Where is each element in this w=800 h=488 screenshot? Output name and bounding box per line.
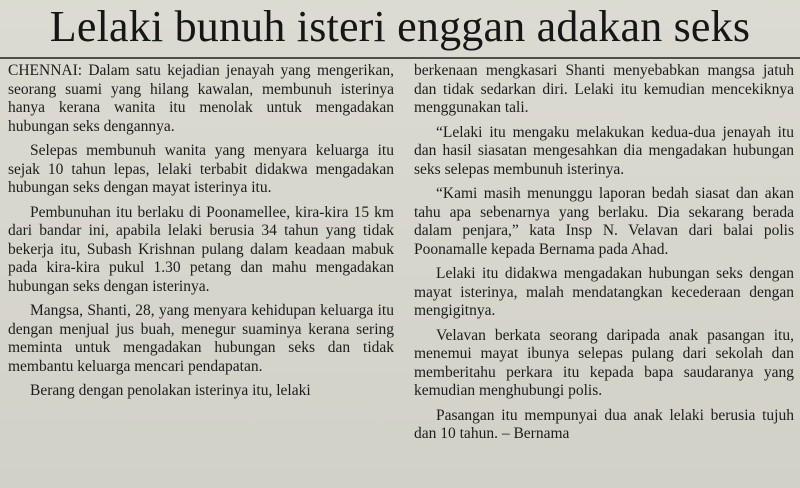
article-column-left: [8, 62, 394, 407]
article-column-right: [414, 62, 794, 450]
paragraph: “Lelaki itu mengaku melakukan kedua-dua jenayah itu dan hasil siasatan mengesahkan dia mengadakan hubungan seks selepas membunuh isterinya.: [414, 123, 794, 178]
headline-rule: [0, 57, 800, 59]
paragraph: Velavan berkata seorang daripada anak pasangan itu, menemui mayat ibunya selepas pulang dari sekolah dan memberitahu perkara itu kepada bapa saudaranya yang kemudian menghubungi polis.: [414, 326, 794, 399]
paragraph: Selepas membunuh wanita yang menyara keluarga itu sejak 10 tahun lepas, lelaki terbabit didakwa mengadakan hubungan seks dengan mayat isterinya itu.: [8, 142, 394, 196]
paragraph: CHENNAI: Dalam satu kejadian jenayah yang mengerikan, seorang suami yang hilang kawalan, membunuh isterinya hanya kerana wanita itu menolak untuk mengadakan hubungan seks dengannya.: [8, 62, 394, 135]
paragraph: Berang dengan penolakan isterinya itu, lelaki: [30, 382, 311, 399]
paragraph: berkenaan mengkasari Shanti menyebabkan mangsa jatuh dan tidak sedarkan diri. Lelaki itu kemudian mencekiknya menggunakan tali.: [414, 62, 794, 116]
paragraph: Mangsa, Shanti, 28, yang menyara kehidupan keluarga itu dengan menjual jus buah, menegur suaminya kerana sering meminta untuk mengadakan hubungan seks dan tidak membantu keluarga mencari pendapatan.: [8, 302, 394, 375]
headline: Lelaki bunuh isteri enggan adakan seks: [49, 2, 751, 51]
paragraph: “Kami masih menunggu laporan bedah siasat dan akan tahu apa sebenarnya yang berlaku. Dia sekarang berada dalam penjara,” kata Insp N. Velavan dari balai polis Poonamalle kepada Bernama pada Ahad.: [414, 185, 794, 258]
paragraph: Lelaki itu didakwa mengadakan hubungan seks dengan mayat isterinya, malah mendatangkan kecederaan dengan mengigitnya.: [414, 265, 794, 319]
paragraph: Pasangan itu mempunyai dua anak lelaki berusia tujuh dan 10 tahun. – Bernama: [414, 406, 794, 442]
paragraph: Pembunuhan itu berlaku di Poonamellee, kira-kira 15 km dari bandar ini, apabila lelaki berusia 34 tahun yang tidak bekerja itu, Subash Krishnan pulang dalam keadaan mabuk pada kira-kira pukul 1.30 petang dan mahu mengadakan hubungan seks dengan isterinya.: [8, 203, 394, 295]
